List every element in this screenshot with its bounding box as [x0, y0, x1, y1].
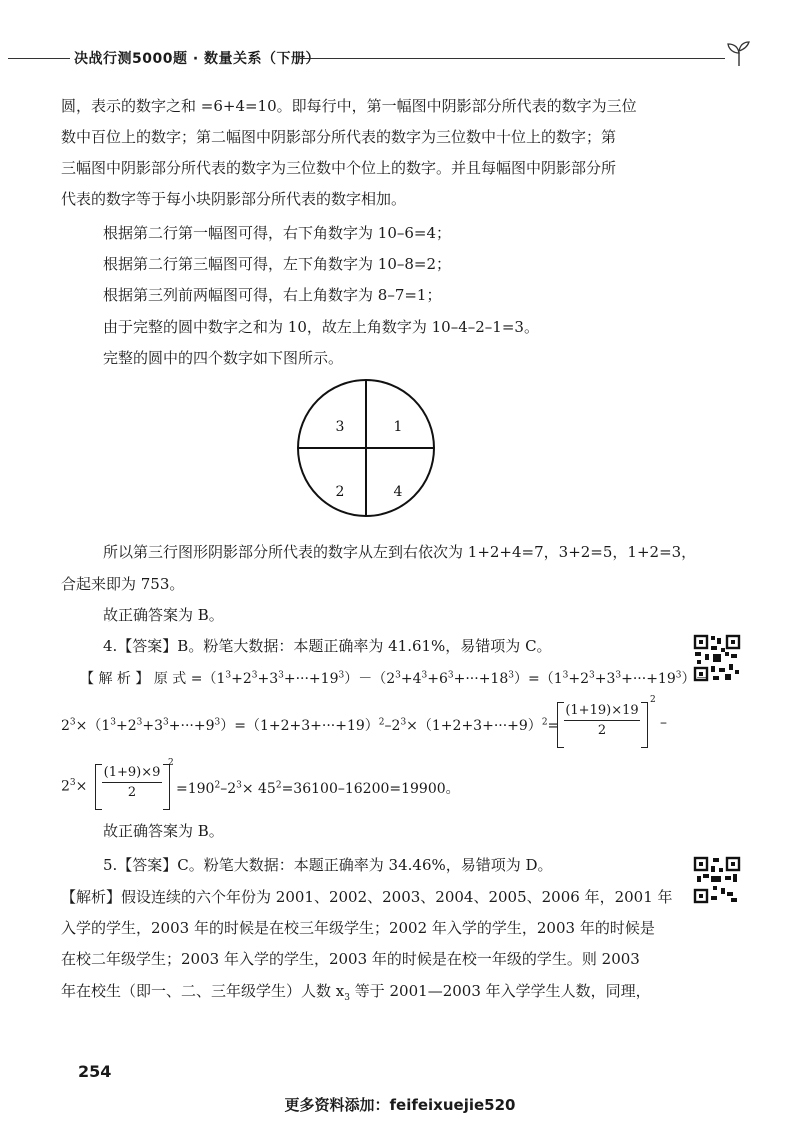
- paragraph-line: 根据第三列前两幅图可得，右上角数字为 8–7=1；: [103, 286, 442, 304]
- header-rule-left: [8, 58, 70, 59]
- fraction-1-tail: –: [660, 715, 667, 731]
- running-header: [0, 44, 800, 74]
- circle-bottom-left-number: 2: [335, 484, 345, 500]
- paragraph-line: 根据第二行第三幅图可得，左下角数字为 10–8=2；: [103, 255, 452, 273]
- q4-analysis-line-3a: $2^3\times$: [61, 778, 88, 795]
- fraction-1-exponent: 2: [650, 695, 656, 705]
- paragraph-line: 根据第二行第一幅图可得，右下角数字为 10–6=4；: [103, 224, 452, 242]
- q5-analysis-line: 入学的学生，2003 年的时候是在校三年级学生；2002 年入学的学生，2003 年的时候是: [61, 919, 655, 937]
- fraction-2-numerator: (1+9)×9: [102, 765, 162, 783]
- sprout-icon: [724, 38, 754, 68]
- paragraph-line: 圆，表示的数字之和 =6+4=10。即每行中，第一幅图中阴影部分所代表的数字为三位: [61, 97, 637, 115]
- paragraph-line: 由于完整的圆中数字之和为 10，故左上角数字为 10–4–2–1=3。: [103, 318, 539, 336]
- header-title: 决战行测5000题 · 数量关系（下册）: [74, 51, 321, 67]
- paragraph-line: 完整的圆中的四个数字如下图所示。: [103, 349, 344, 367]
- paragraph-line: 数中百位上的数字；第二幅图中阴影部分所代表的数字为三位数中十位上的数字；第: [61, 128, 617, 146]
- fraction-2: [102, 765, 162, 800]
- q4-analysis-line-1: 【 解 析 】 原 式 $=(1^3+2^3+3^3+\cdot\cdot\cdot+19^3)-(2^3+4^3+6^3+\cdot\cdot\cdot+18^3)=(1^3+2^3+3^3+\cdot\cdot\cdot+19^3)-$: [80, 670, 710, 687]
- right-bracket: [641, 702, 648, 748]
- fraction-1: [564, 703, 640, 738]
- q5-analysis-line: 在校二年级学生；2003 年入学的学生，2003 年的时候是在校一年级的学生。则 2003: [61, 950, 640, 968]
- q4-conclusion: 故正确答案为 B。: [103, 822, 224, 840]
- q5-answer-line: 5.【答案】C。粉笔大数据：本题正确率为 34.46%，易错项为 D。: [103, 856, 553, 874]
- circle-top-left-number: 3: [335, 419, 345, 435]
- paragraph-line: 故正确答案为 B。: [103, 606, 224, 624]
- fraction-1-denominator: 2: [597, 723, 607, 738]
- qr-code-icon: [693, 856, 741, 904]
- q4-analysis-label: 【 解 析 】: [80, 671, 150, 687]
- fraction-2-exponent: 2: [168, 758, 174, 768]
- header-rule-right: [300, 58, 725, 59]
- fraction-1-numerator: (1+19)×19: [564, 703, 640, 721]
- left-bracket: [557, 702, 564, 748]
- paragraph-line: 三幅图中阴影部分所代表的数字为三位数中个位上的数字。并且每幅图中阴影部分所: [61, 159, 617, 177]
- q4-answer-line: 4.【答案】B。粉笔大数据：本题正确率为 41.61%，易错项为 C。: [103, 637, 552, 655]
- circle-bottom-right-number: 4: [393, 484, 403, 500]
- q5-analysis-line: 年在校生（即一、二、三年级学生）人数 $x_3$ 等于 2001—2003 年入学学生人数，同理，: [61, 982, 651, 1003]
- q4-analysis-line-3b: $=190^2-2^3\times 45^2=36100-16200=19900$。: [176, 780, 460, 797]
- paragraph-line: 合起来即为 753。: [61, 575, 185, 593]
- circle-figure: [296, 378, 436, 518]
- q5-analysis-line: 【解析】假设连续的六个年份为 2001、2002、2003、2004、2005、2006 年，2001 年: [61, 888, 673, 906]
- footer-note: 更多资料添加：feifeixuejie520: [284, 1096, 516, 1114]
- fraction-2-denominator: 2: [127, 785, 137, 800]
- paragraph-line: 代表的数字等于每小块阴影部分所代表的数字相加。: [61, 190, 407, 208]
- paragraph-line: 所以第三行图形阴影部分所代表的数字从左到右依次为 1+2+4=7，3+2=5，1+2=3，: [103, 543, 697, 561]
- page-number: 254: [78, 1062, 112, 1081]
- q4-analysis-line-2: $2^3\times(1^3+2^3+3^3+\cdot\cdot\cdot+9^3)=(1+2+3+\cdot\cdot\cdot+19)^2-2^3\times(1+2+3+\cdot\cdot\cdot+9)^2=$: [61, 717, 560, 734]
- left-bracket: [95, 764, 102, 810]
- circle-top-right-number: 1: [393, 419, 403, 435]
